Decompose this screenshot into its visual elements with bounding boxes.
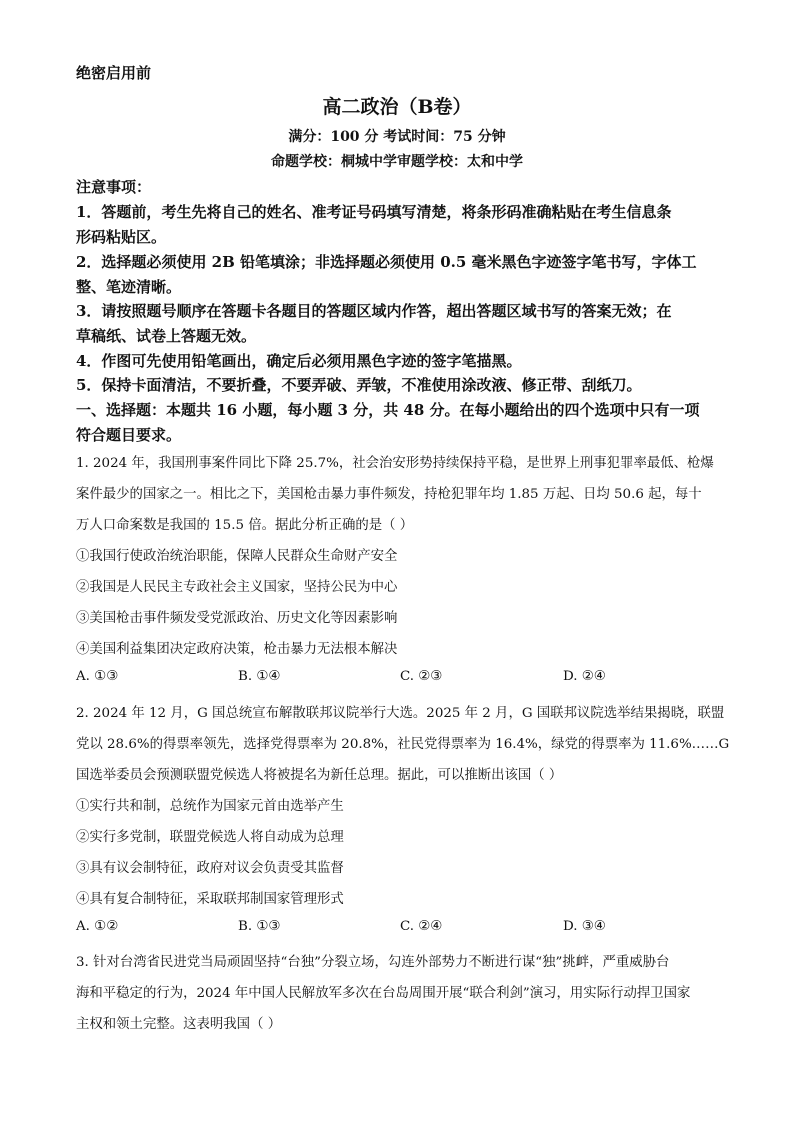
question-1-statement: ①我国行使政治统治职能，保障人民群众生命财产安全 <box>76 549 398 564</box>
confidential-label: 绝密启用前 <box>76 64 152 82</box>
question-3-stem: 3. 针对台湾省民进党当局顽固坚持“台独”分裂立场，勾连外部势力不断进行谋“独”挑衅，严重威胁台 <box>76 955 670 970</box>
question-1-option-b[interactable]: B. ①④ <box>238 669 281 684</box>
question-3-stem: 海和平稳定的行为，2024 年中国人民解放军多次在台岛周围开展“联合利剑”演习，用实际行动捍卫国家 <box>76 986 691 1001</box>
question-1-stem: 案件最少的国家之一。相比之下，美国枪击暴力事件频发，持枪犯罪年均 1.85 万起、日均 50.6 起，每十 <box>76 487 702 502</box>
question-3-stem: 主权和领土完整。这表明我国（ ） <box>76 1017 282 1032</box>
page-title: 高二政治（B卷） <box>322 96 472 118</box>
question-2-option-b[interactable]: B. ①③ <box>238 919 281 934</box>
question-2-option-d[interactable]: D. ③④ <box>563 919 606 934</box>
question-2-statement: ③具有议会制特征，政府对议会负责受其监督 <box>76 861 344 876</box>
note-line: 2．选择题必须使用 2B 铅笔填涂；非选择题必须使用 0.5 毫米黑色字迹签字笔书写，字体工 <box>76 253 697 271</box>
question-2-stem: 2. 2024 年 12 月，G 国总统宣布解散联邦议院举行大选。2025 年 2 月，G 国联邦议院选举结果揭晓，联盟 <box>76 706 725 721</box>
question-1-option-c[interactable]: C. ②③ <box>400 669 443 684</box>
section-heading: 符合题目要求。 <box>76 426 182 444</box>
question-1-option-a[interactable]: A. ①③ <box>76 669 119 684</box>
note-line: 形码粘贴区。 <box>76 228 167 246</box>
question-2-option-c[interactable]: C. ②④ <box>400 919 443 934</box>
question-1-statement: ②我国是人民民主专政社会主义国家，坚持公民为中心 <box>76 580 398 595</box>
question-2-stem: 国选举委员会预测联盟党候选人将被提名为新任总理。据此，可以推断出该国（ ） <box>76 768 563 783</box>
question-2-option-a[interactable]: A. ①② <box>76 919 119 934</box>
question-1-statement: ③美国枪击事件频发受党派政治、历史文化等因素影响 <box>76 611 398 626</box>
question-1-stem: 万人口命案数是我国的 15.5 倍。据此分析正确的是（ ） <box>76 518 414 533</box>
question-1-option-d[interactable]: D. ②④ <box>563 669 606 684</box>
score-time-line: 满分：100 分 考试时间：75 分钟 <box>288 129 506 145</box>
note-line: 4．作图可先使用铅笔画出，确定后必须用黑色字迹的签字笔描黑。 <box>76 352 522 370</box>
section-heading: 一、选择题：本题共 16 小题，每小题 3 分，共 48 分。在每小题给出的四个选项中只有一项 <box>76 401 700 419</box>
question-1-statement: ④美国利益集团决定政府决策，枪击暴力无法根本解决 <box>76 642 398 657</box>
notes-heading: 注意事项： <box>76 178 152 196</box>
schools-line: 命题学校：桐城中学审题学校：太和中学 <box>271 154 523 170</box>
note-line: 1．答题前，考生先将自己的姓名、准考证号码填写清楚，将条形码准确粘贴在考生信息条 <box>76 203 672 221</box>
question-2-statement: ②实行多党制，联盟党候选人将自动成为总理 <box>76 830 344 845</box>
question-1-stem: 1. 2024 年，我国刑事案件同比下降 25.7%，社会治安形势持续保持平稳，是世界上刑事犯罪率最低、枪爆 <box>76 456 714 471</box>
note-line: 3．请按照题号顺序在答题卡各题目的答题区域内作答，超出答题区域书写的答案无效；在 <box>76 302 672 320</box>
question-2-statement: ①实行共和制，总统作为国家元首由选举产生 <box>76 799 344 814</box>
note-line: 5．保持卡面清洁，不要折叠，不要弄破、弄皱，不准使用涂改液、修正带、刮纸刀。 <box>76 376 642 394</box>
question-2-statement: ④具有复合制特征，采取联邦制国家管理形式 <box>76 892 344 907</box>
note-line: 整、笔迹清晰。 <box>76 278 182 296</box>
note-line: 草稿纸、试卷上答题无效。 <box>76 327 257 345</box>
question-2-stem: 党以 28.6%的得票率领先，选择党得票率为 20.8%，社民党得票率为 16.4%，绿党的得票率为 11.6%……G <box>76 737 730 752</box>
